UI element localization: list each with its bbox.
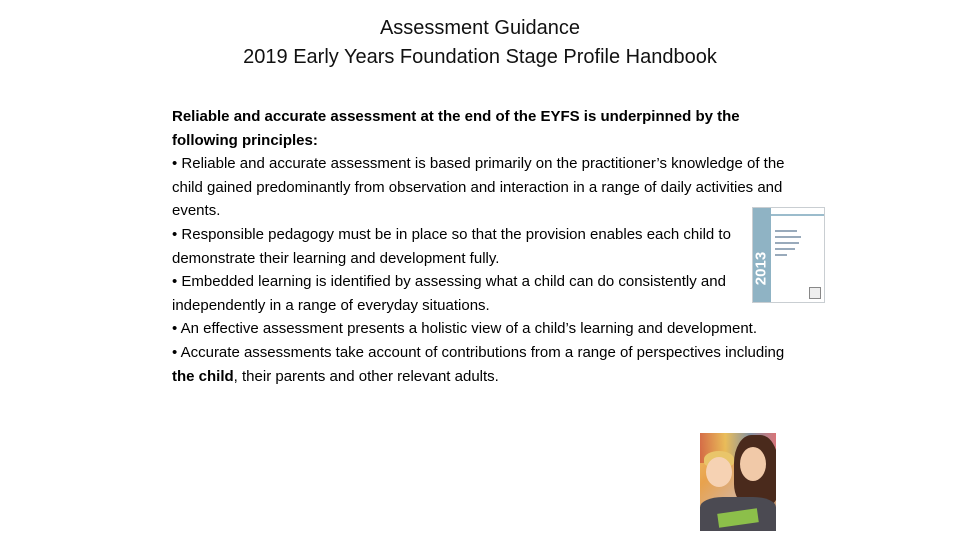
bullet-item: • Responsible pedagogy must be in place so that the provision enables each child to demonstrate their learning and development fully. bbox=[172, 225, 731, 267]
cover-title-line bbox=[775, 254, 787, 256]
bullet-item: • Reliable and accurate assessment is based primarily on the practitioner’s knowledge of the child gained predominantly from observation and interaction in a range of daily activities and events. bbox=[172, 155, 785, 220]
bullet-item: • Embedded learning is identified by assessing what a child can do consistently and independently in a range of everyday situations. bbox=[172, 273, 726, 314]
cover-title-line bbox=[775, 242, 799, 244]
slide-title: Assessment Guidance bbox=[379, 17, 581, 39]
crest-logo-icon bbox=[809, 287, 821, 299]
bullet-text-bold: the child bbox=[172, 367, 234, 385]
cover-title-line bbox=[775, 236, 801, 238]
bullet-item-last bbox=[172, 341, 787, 388]
cover-top-bar bbox=[771, 214, 824, 216]
adult-and-child-reading-photo bbox=[700, 433, 776, 531]
cover-year: 2013 bbox=[752, 251, 770, 286]
intro-paragraph: Reliable and accurate assessment at the end of the EYFS is underpinned by the following principles: bbox=[172, 108, 740, 149]
handbook-cover-image bbox=[752, 207, 825, 303]
slide-subtitle: 2019 Early Years Foundation Stage Profile Handbook bbox=[243, 46, 717, 68]
cover-side-strip bbox=[753, 208, 771, 302]
bullet-item: • An effective assessment presents a holistic view of a child’s learning and development. bbox=[172, 320, 758, 338]
cover-title-line bbox=[775, 248, 795, 250]
principles-text bbox=[172, 105, 787, 388]
cover-title-line bbox=[775, 230, 797, 232]
slide-title-block bbox=[0, 14, 960, 72]
bullet-text-after: , their parents and other relevant adults. bbox=[233, 367, 499, 385]
bullet-text-before: • Accurate assessments take account of contributions from a range of perspectives including bbox=[172, 343, 785, 361]
